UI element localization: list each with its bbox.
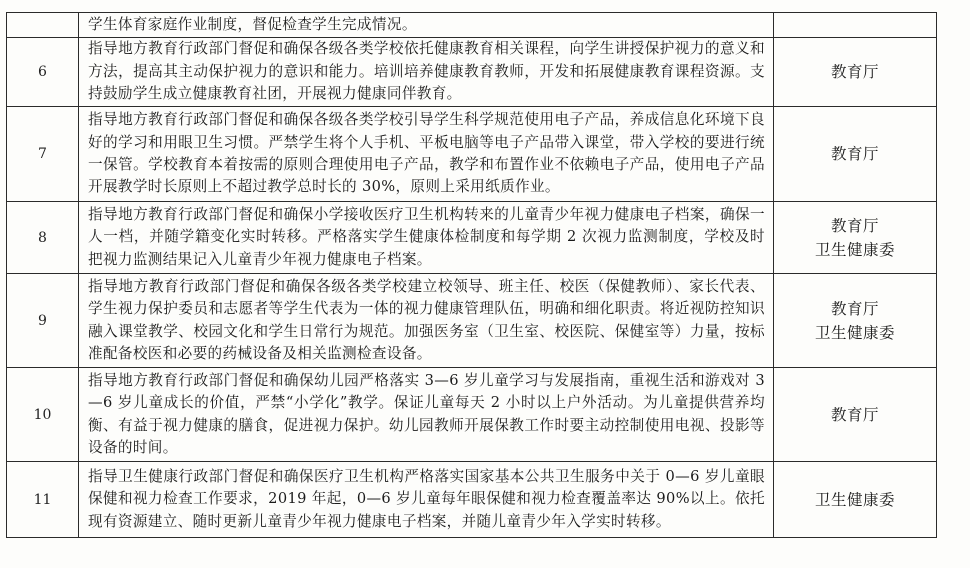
task-description: 指导地方教育行政部门督促和确保各级各类学校引导学生科学规范使用电子产品，养成信息化环境下良好的学习和用眼卫生习惯。严禁学生将个人手机、平板电脑等电子产品带入课堂，带入学校的要进行统一保管。学校教育本着按需的原则合理使用电子产品，教学和布置作业不依赖电子产品，使用电子产品开展教学时长原则上不超过教学总时长的 30%，原则上采用纸质作业。	[79, 107, 774, 202]
department-name: 卫生健康委	[814, 240, 895, 259]
responsible-department	[774, 274, 937, 368]
row-number: 6	[7, 38, 79, 107]
responsible-department	[774, 202, 937, 274]
table-row	[7, 368, 937, 462]
row-number	[7, 13, 79, 38]
table-row	[7, 462, 937, 538]
task-description: 指导卫生健康行政部门督促和确保医疗卫生机构严格落实国家基本公共卫生服务中关于 0—6 岁儿童眼保健和视力检查工作要求，2019 年起，0—6 岁儿童每年眼保健和视力检查覆盖率达 90%以上。依托现有资源建立、随时更新儿童青少年视力健康电子档案，并随儿童青少年入学实时转移。	[79, 462, 774, 538]
department-name: 教育厅	[830, 299, 879, 318]
department-name: 卫生健康委	[814, 490, 895, 509]
responsible-department	[774, 368, 937, 462]
row-number: 8	[7, 202, 79, 274]
table-row	[7, 107, 937, 202]
department-name: 教育厅	[830, 405, 879, 424]
row-number: 10	[7, 368, 79, 462]
row-number: 7	[7, 107, 79, 202]
department-name: 卫生健康委	[814, 323, 895, 342]
department-name: 教育厅	[830, 216, 879, 235]
task-table	[6, 12, 937, 538]
task-description: 指导地方教育行政部门督促和确保各级各类学校建立校领导、班主任、校医（保健教师）、家长代表、学生视力保护委员和志愿者等学生代表为一体的视力健康管理队伍，明确和细化职责。将近视防控知识融入课堂教学、校园文化和学生日常行为规范。加强医务室（卫生室、校医院、保健室等）力量，按标准配备校医和必要的药械设备及相关监测检查设备。	[79, 274, 774, 368]
responsible-department	[774, 38, 937, 107]
table-row	[7, 38, 937, 107]
table-row	[7, 274, 937, 368]
task-description: 指导地方教育行政部门督促和确保小学接收医疗卫生机构转来的儿童青少年视力健康电子档案，确保一人一档，并随学籍变化实时转移。严格落实学生健康体检制度和每学期 2 次视力监测制度，学校及时把视力监测结果记入儿童青少年视力健康电子档案。	[79, 202, 774, 274]
responsible-department	[774, 462, 937, 538]
department-name: 教育厅	[830, 63, 879, 81]
table-row	[7, 202, 937, 274]
responsible-department	[774, 107, 937, 202]
task-description: 学生体育家庭作业制度，督促检查学生完成情况。	[79, 13, 774, 38]
row-number: 11	[7, 462, 79, 538]
row-number: 9	[7, 274, 79, 368]
table-row	[7, 13, 937, 38]
responsible-department	[774, 13, 937, 38]
task-description: 指导地方教育行政部门督促和确保各级各类学校依托健康教育相关课程，向学生讲授保护视力的意义和方法，提高其主动保护视力的意识和能力。培训培养健康教育教师，开发和拓展健康教育课程资源。支持鼓励学生成立健康教育社团，开展视力健康同伴教育。	[79, 38, 774, 107]
department-name: 教育厅	[830, 145, 879, 163]
task-description: 指导地方教育行政部门督促和确保幼儿园严格落实 3—6 岁儿童学习与发展指南，重视生活和游戏对 3—6 岁儿童成长的价值，严禁“小学化”教学。保证儿童每天 2 小时以上户外活动。为儿童提供营养均衡、有益于视力健康的膳食，促进视力保护。幼儿园教师开展保教工作时要主动控制使用电视、投影等设备的时间。	[79, 368, 774, 462]
